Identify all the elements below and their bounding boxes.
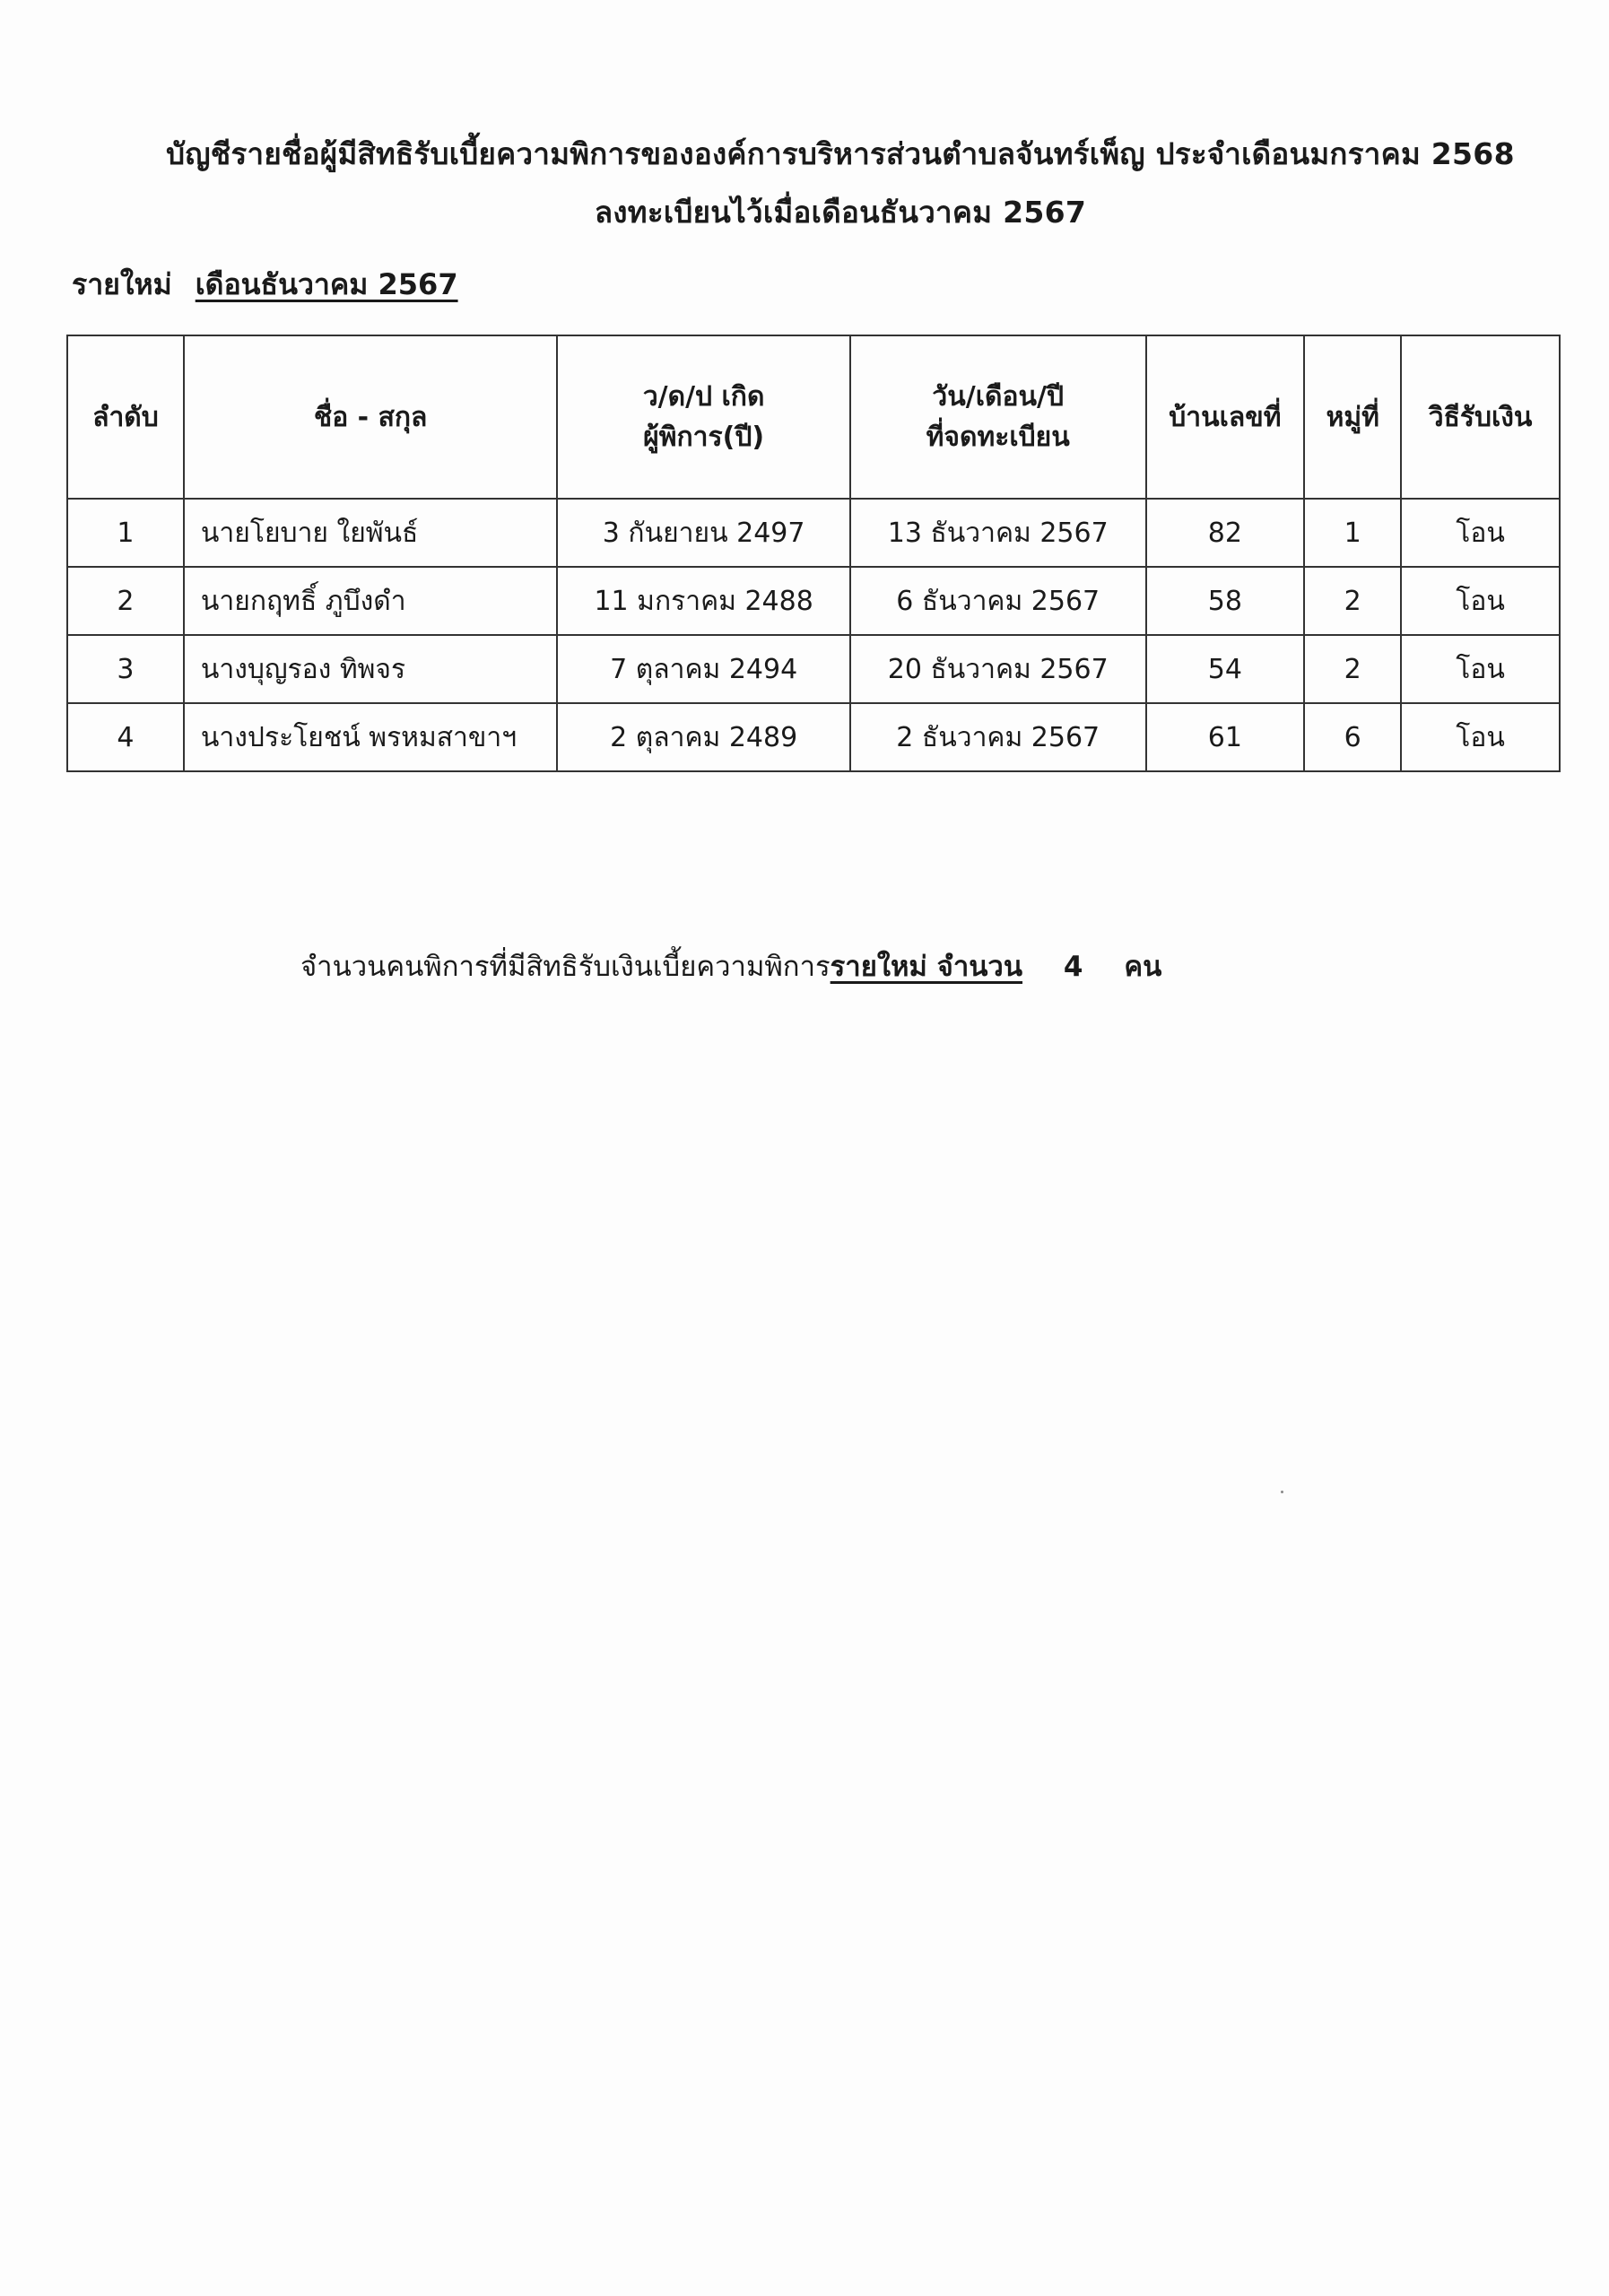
- section-label: [72, 262, 458, 308]
- cell-payment: โอน: [1401, 703, 1560, 771]
- cell-house-no: 58: [1146, 567, 1305, 635]
- cell-house-no: 82: [1146, 499, 1305, 567]
- cell-name: นางบุญรอง ทิพจร: [184, 635, 557, 703]
- header-house-no: บ้านเลขที่: [1146, 335, 1305, 499]
- section-prefix: รายใหม่: [72, 267, 172, 301]
- cell-order: 3: [67, 635, 184, 703]
- cell-payment: โอน: [1401, 635, 1560, 703]
- header-name: ชื่อ - สกุล: [184, 335, 557, 499]
- cell-name: นางประโยชน์ พรหมสาขาฯ: [184, 703, 557, 771]
- document-title-line-1: บัญชีรายชื่อผู้มีสิทธิรับเบี้ยความพิการขององค์การบริหารส่วนตำบลจันทร์เพ็ญ ประจำเดือนมกราคม 2568: [166, 136, 1515, 171]
- summary-line: [300, 944, 1161, 988]
- cell-birth: 11 มกราคม 2488: [557, 567, 850, 635]
- cell-birth: 3 กันยายน 2497: [557, 499, 850, 567]
- cell-birth: 7 ตุลาคม 2494: [557, 635, 850, 703]
- cell-house-no: 54: [1146, 635, 1305, 703]
- summary-unit: คน: [1124, 951, 1162, 983]
- cell-order: 1: [67, 499, 184, 567]
- header-registered-line-2: ที่จดทะเบียน: [926, 422, 1070, 453]
- scan-speck: [1281, 1491, 1283, 1493]
- cell-name: นายกฤุทธิ์ ภูบึงดำ: [184, 567, 557, 635]
- table-row: [67, 567, 1560, 635]
- header-payment: วิธีรับเงิน: [1401, 335, 1560, 499]
- cell-payment: โอน: [1401, 499, 1560, 567]
- section-month: เดือนธันวาคม 2567: [195, 267, 458, 301]
- header-birth-line-2: ผู้พิการ(ปี): [643, 422, 765, 453]
- cell-order: 2: [67, 567, 184, 635]
- cell-house-no: 61: [1146, 703, 1305, 771]
- summary-emphasis: รายใหม่ จำนวน: [830, 951, 1023, 983]
- summary-prefix: จำนวนคนพิการที่มีสิทธิรับเงินเบี้ยความพิการ: [300, 951, 831, 983]
- table-row: [67, 703, 1560, 771]
- header-registered: [850, 335, 1146, 499]
- summary-count: 4: [1063, 951, 1083, 983]
- cell-name: นายโยบาย ใยพันธ์: [184, 499, 557, 567]
- header-order: ลำดับ: [67, 335, 184, 499]
- registration-table: [66, 335, 1561, 772]
- header-village: หมู่ที่: [1304, 335, 1401, 499]
- cell-registered: 13 ธันวาคม 2567: [850, 499, 1146, 567]
- header-birth: [557, 335, 850, 499]
- cell-registered: 6 ธันวาคม 2567: [850, 567, 1146, 635]
- cell-registered: 2 ธันวาคม 2567: [850, 703, 1146, 771]
- document-title-line-2: ลงทะเบียนไว้เมื่อเดือนธันวาคม 2567: [594, 195, 1087, 230]
- cell-village: 2: [1304, 567, 1401, 635]
- cell-village: 6: [1304, 703, 1401, 771]
- header-birth-line-1: ว/ด/ป เกิด: [642, 381, 765, 413]
- cell-payment: โอน: [1401, 567, 1560, 635]
- cell-village: 2: [1304, 635, 1401, 703]
- header-registered-line-1: วัน/เดือน/ปี: [932, 381, 1064, 413]
- cell-village: 1: [1304, 499, 1401, 567]
- cell-order: 4: [67, 703, 184, 771]
- table-header-row: [67, 335, 1560, 499]
- cell-birth: 2 ตุลาคม 2489: [557, 703, 850, 771]
- table-row: [67, 635, 1560, 703]
- cell-registered: 20 ธันวาคม 2567: [850, 635, 1146, 703]
- table-row: [67, 499, 1560, 567]
